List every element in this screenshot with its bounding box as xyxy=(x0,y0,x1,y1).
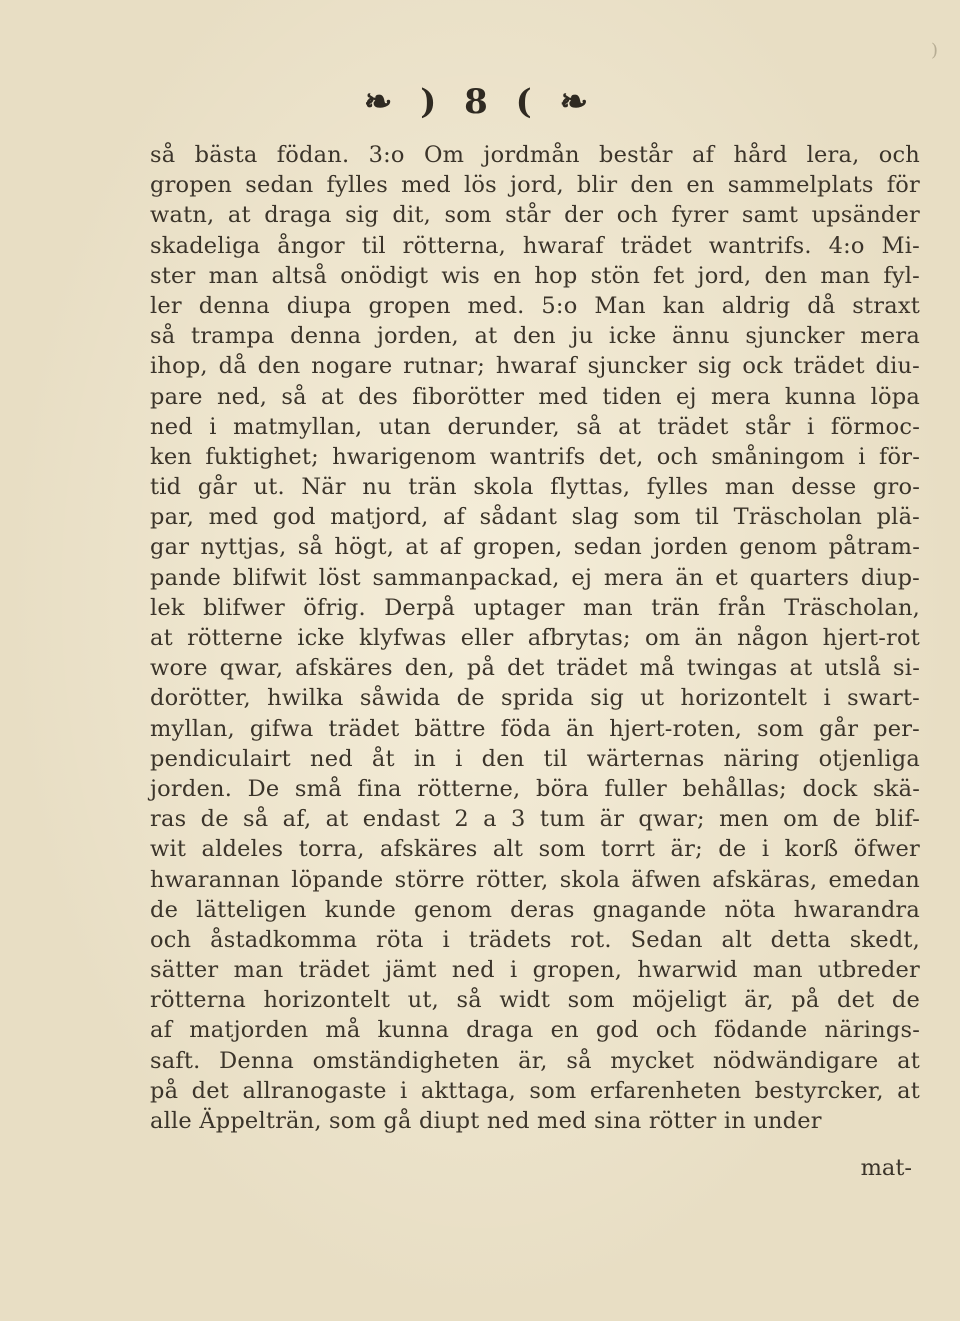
text-line: de lätteligen kunde genom deras gnagande nöta hwarandra xyxy=(150,896,920,923)
text-line: watn, at draga sig dit, som står der och fyrer samt upsänder xyxy=(150,202,920,229)
text-line: så trampa denna jorden, at den ju icke ännu sjuncker mera xyxy=(150,323,920,350)
text-line: ihop, då den nogare rutnar; hwaraf sjuncker sig ock trädet diu- xyxy=(150,353,920,380)
text-line: pare ned, så at des fiborötter med tiden ej mera kunna löpa xyxy=(150,383,920,410)
text-line: gropen sedan fylles med lös jord, blir den en sammelplats för xyxy=(150,172,920,199)
page-header-ornament: ❧ ) 8 ( ❧ xyxy=(363,82,597,122)
text-line: tid går ut. När nu trän skola flyttas, fylles man desse gro- xyxy=(150,474,920,501)
text-line: så bästa födan. 3:o Om jordmån består af hård lera, och xyxy=(150,142,920,168)
text-line: och åstadkomma röta i trädets rot. Sedan alt detta skedt, xyxy=(150,926,920,953)
text-line: pande blifwit löst sammanpackad, ej mera än et quarters diup- xyxy=(150,564,920,591)
text-line: ned i matmyllan, utan derunder, så at trädet står i förmoc- xyxy=(150,413,920,440)
text-line: dorötter, hwilka såwida de sprida sig ut horizontelt i swart- xyxy=(150,685,920,712)
text-line: ster man altså onödigt wis en hop stön fet jord, den man fyl- xyxy=(150,262,920,289)
text-line: skadeliga ångor til rötterna, hwaraf trädet wantrifs. 4:o Mi- xyxy=(150,232,920,259)
text-line: pendiculairt ned åt in i den til wärternas näring otjenliga xyxy=(150,745,920,772)
text-line: hwarannan löpande större rötter, skola äfwen afskäras, emedan xyxy=(150,866,920,893)
text-line: ras de så af, at endast 2 a 3 tum är qwar; men om de blif- xyxy=(150,806,920,833)
text-line: wore qwar, afskäres den, på det trädet må twingas at utslå si- xyxy=(150,655,920,682)
text-line: sätter man trädet jämt ned i gropen, hwarwid man utbreder xyxy=(150,957,920,984)
text-line: wit aldeles torra, afskäres alt som torrt är; de i korß öfwer xyxy=(150,836,920,863)
text-line: at rötterne icke klyfwas eller afbrytas; om än någon hjert-rot xyxy=(150,625,920,651)
catchword: mat- xyxy=(860,1155,912,1181)
text-line: myllan, gifwa trädet bättre föda än hjert-roten, som går per- xyxy=(150,715,920,742)
text-line: gar nyttjas, så högt, at af gropen, sedan jorden genom påtram- xyxy=(150,534,920,561)
page-edge-mark: ) xyxy=(930,40,938,61)
text-line: ken fuktighet; hwarigenom wantrifs det, och småningom i för- xyxy=(150,443,920,470)
text-line: par, med god matjord, af sådant slag som til Träscholan plä- xyxy=(150,504,920,531)
text-line: rötterna horizontelt ut, så widt som möjeligt är, på det de xyxy=(150,987,920,1014)
text-line: alle Äppelträn, som gå diupt ned med sina rötter in under xyxy=(150,1108,822,1134)
text-line: af matjorden må kunna draga en god och födande närings- xyxy=(150,1017,920,1044)
text-line: på det allranogaste i akttaga, som erfarenheten bestyrcker, at xyxy=(150,1077,920,1104)
text-line: jorden. De små fina rötterne, böra fuller behållas; dock skä- xyxy=(150,775,920,802)
text-line: ler denna diupa gropen med. 5:o Man kan aldrig då straxt xyxy=(150,292,920,319)
body-text xyxy=(150,140,920,1136)
text-line: saft. Denna omständigheten är, så mycket nödwändigare at xyxy=(150,1047,920,1074)
text-line: lek blifwer öfrig. Derpå uptager man trän från Träscholan, xyxy=(150,594,920,621)
